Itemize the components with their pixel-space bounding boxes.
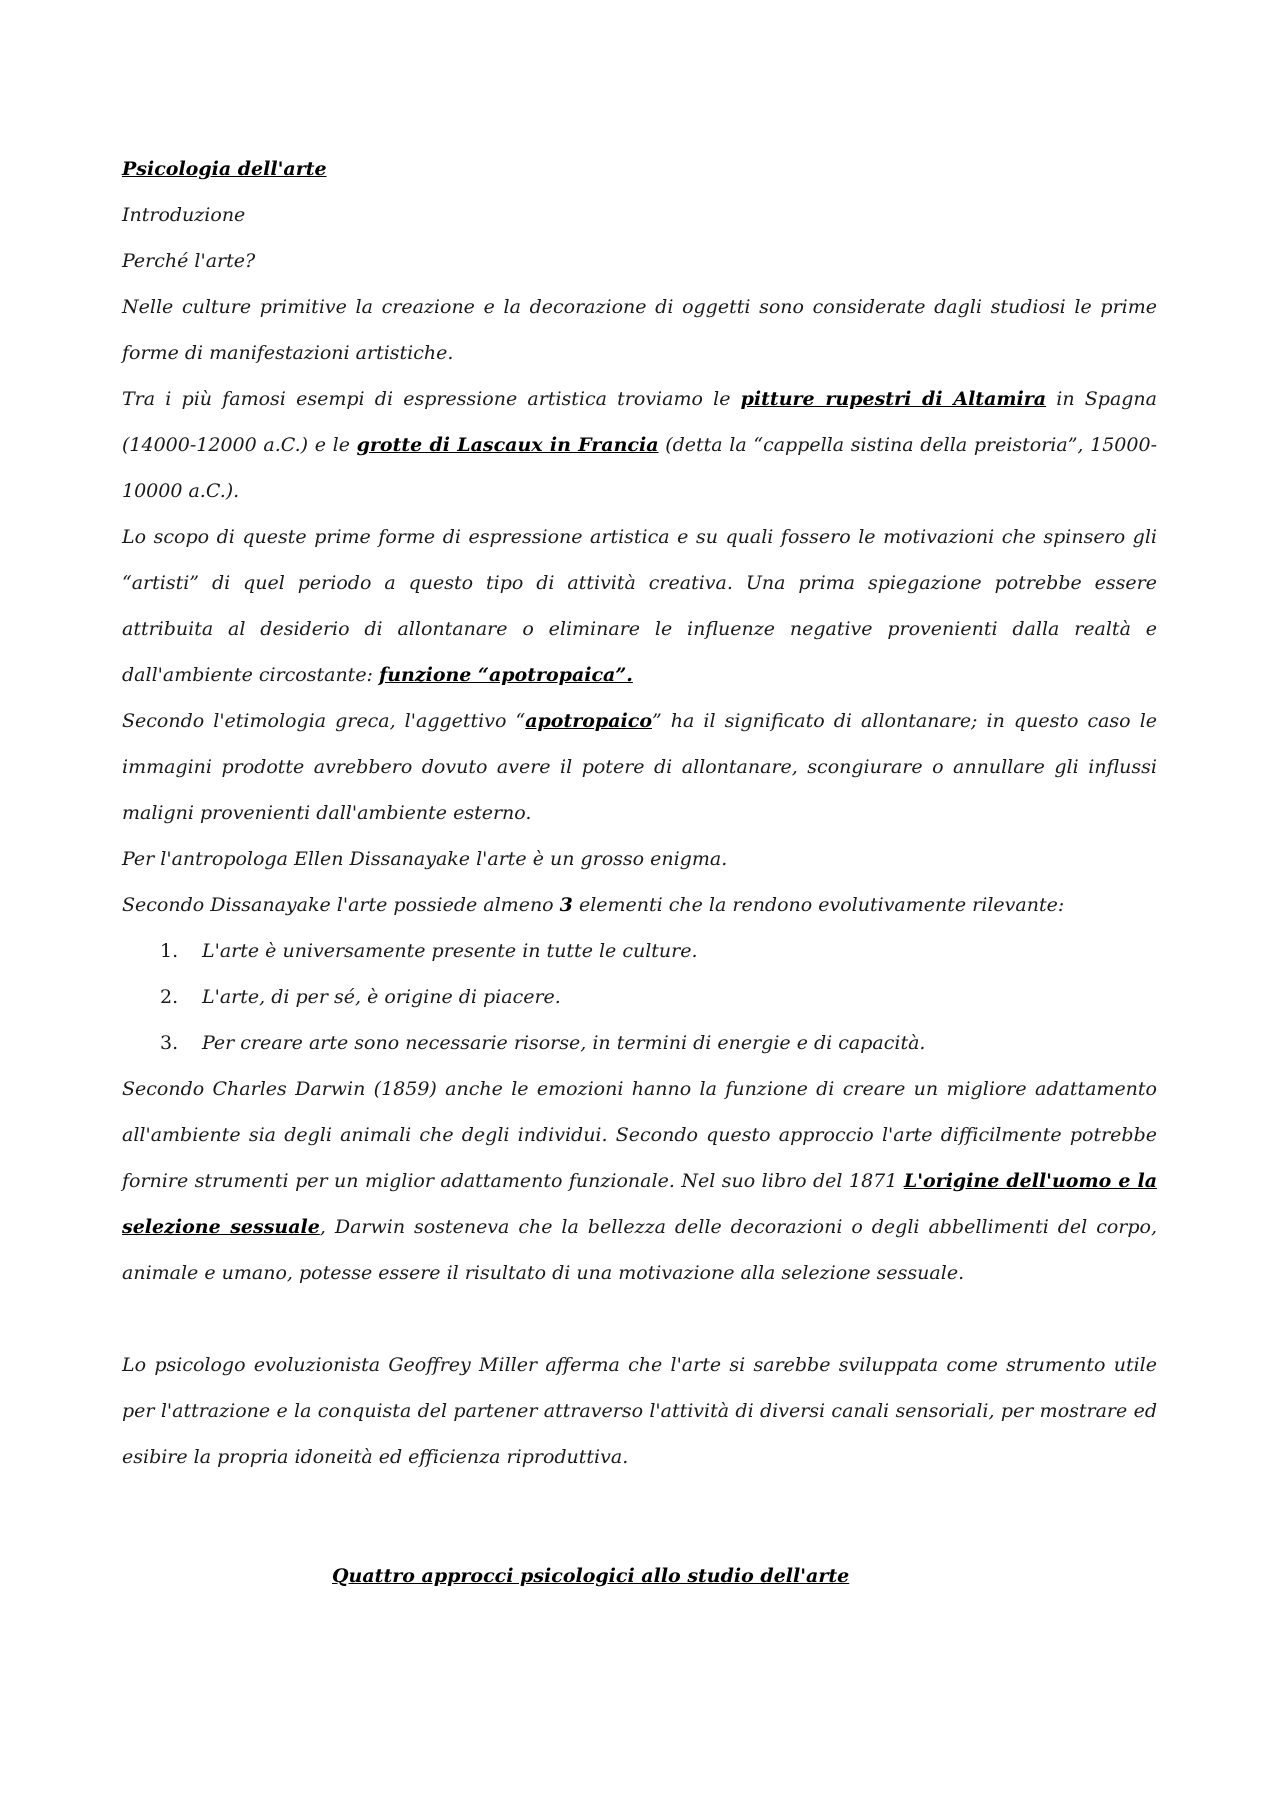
text-run: Secondo Dissanayake l'arte possiede almeno <box>122 894 560 916</box>
paragraph-darwin <box>122 1066 1157 1296</box>
list-item <box>160 974 1157 1020</box>
list-number: 2. <box>160 986 179 1008</box>
paragraph-famous-examples <box>122 376 1157 514</box>
text-run: , Darwin sosteneva che la bellezza delle decorazioni o degli abbellimenti del corpo, animale e umano, potesse essere il risultato di una motivazione alla selezione sessuale. <box>122 1216 1157 1284</box>
text-run: Secondo l'etimologia greca, l'aggettivo “ <box>122 710 526 732</box>
text-run: Tra i più famosi esempi di espressione artistica troviamo le <box>122 388 741 410</box>
document-title <box>122 146 1157 192</box>
paragraph-dissanayake-enigma: Per l'antropologa Ellen Dissanayake l'arte è un grosso enigma. <box>122 848 728 870</box>
list-item <box>160 1020 1157 1066</box>
lascaux-highlight: grotte di Lascaux in Francia <box>356 434 659 456</box>
text-run: (detta la “cappella sistina della preistoria”, 15000-10000 a.C.). <box>122 434 1157 502</box>
spacer <box>122 1296 1157 1342</box>
altamira-highlight: pitture rupestri di Altamira <box>740 388 1047 410</box>
list-number: 1. <box>160 940 179 962</box>
list-text: L'arte, di per sé, è origine di piacere. <box>202 986 561 1008</box>
paragraph-dissanayake-elements <box>122 882 1157 928</box>
document-body <box>122 146 1157 1480</box>
paragraph-etymology <box>122 698 1157 836</box>
list-text: L'arte è universamente presente in tutte le culture. <box>202 940 698 962</box>
intro-label: Introduzione <box>122 204 246 226</box>
question-label: Perché l'arte? <box>122 250 256 272</box>
apotropaic-function-highlight: funzione “apotropaica”. <box>379 664 633 686</box>
list-item <box>160 928 1157 974</box>
apotropaico-highlight: apotropaico <box>525 710 652 732</box>
title-text: Psicologia dell'arte <box>122 158 327 180</box>
text-run: in Spagna (14000-12000 a.C.) e le <box>122 388 1157 456</box>
text-run: ” ha il significato di allontanare; in questo caso le immagini prodotte avrebbero dovuto avere il potere di allontanare, scongiurare o annullare gli influssi maligni provenienti dall'ambiente esterno. <box>122 710 1158 824</box>
text-run: Lo scopo di queste prime forme di espressione artistica e su quali fossero le motivazioni che spinsero gli “artisti” di quel periodo a questo tipo di attività creativa. Una prima spiegazione potrebbe essere attribuita al desiderio di allontanare o eliminare le influenze negative provenienti dalla realtà e dall'ambiente circostante: <box>122 526 1157 686</box>
list-number: 3. <box>160 1032 179 1054</box>
text-run: elementi che la rendono evolutivamente rilevante: <box>572 894 1065 916</box>
darwin-book-highlight: L'origine dell'uomo e la selezione sessuale <box>122 1170 1157 1238</box>
elements-list <box>122 928 1157 1066</box>
three-highlight: 3 <box>559 894 573 916</box>
section-title: Quattro approcci psicologici allo studio dell'arte <box>332 1565 850 1587</box>
list-text: Per creare arte sono necessarie risorse, in termini di energie e di capacità. <box>202 1032 926 1054</box>
paragraph-purpose <box>122 514 1157 698</box>
paragraph-miller: Lo psicologo evoluzionista Geoffrey Miller afferma che l'arte si sarebbe sviluppata come strumento utile per l'attrazione e la conquista del partener attraverso l'attività di diversi canali sensoriali, per mostrare ed esibire la propria idoneità ed efficienza riproduttiva. <box>122 1354 1157 1468</box>
text-run: Secondo Charles Darwin (1859) anche le emozioni hanno la funzione di creare un migliore adattamento all'ambiente sia degli animali che degli individui. Secondo questo approccio l'arte difficilmente potrebbe fornire strumenti per un miglior adattamento funzionale. Nel suo libro del 1871 <box>122 1078 1157 1192</box>
paragraph-primitive-cultures: Nelle culture primitive la creazione e la decorazione di oggetti sono considerate dagli studiosi le prime forme di manifestazioni artistiche. <box>122 296 1157 364</box>
